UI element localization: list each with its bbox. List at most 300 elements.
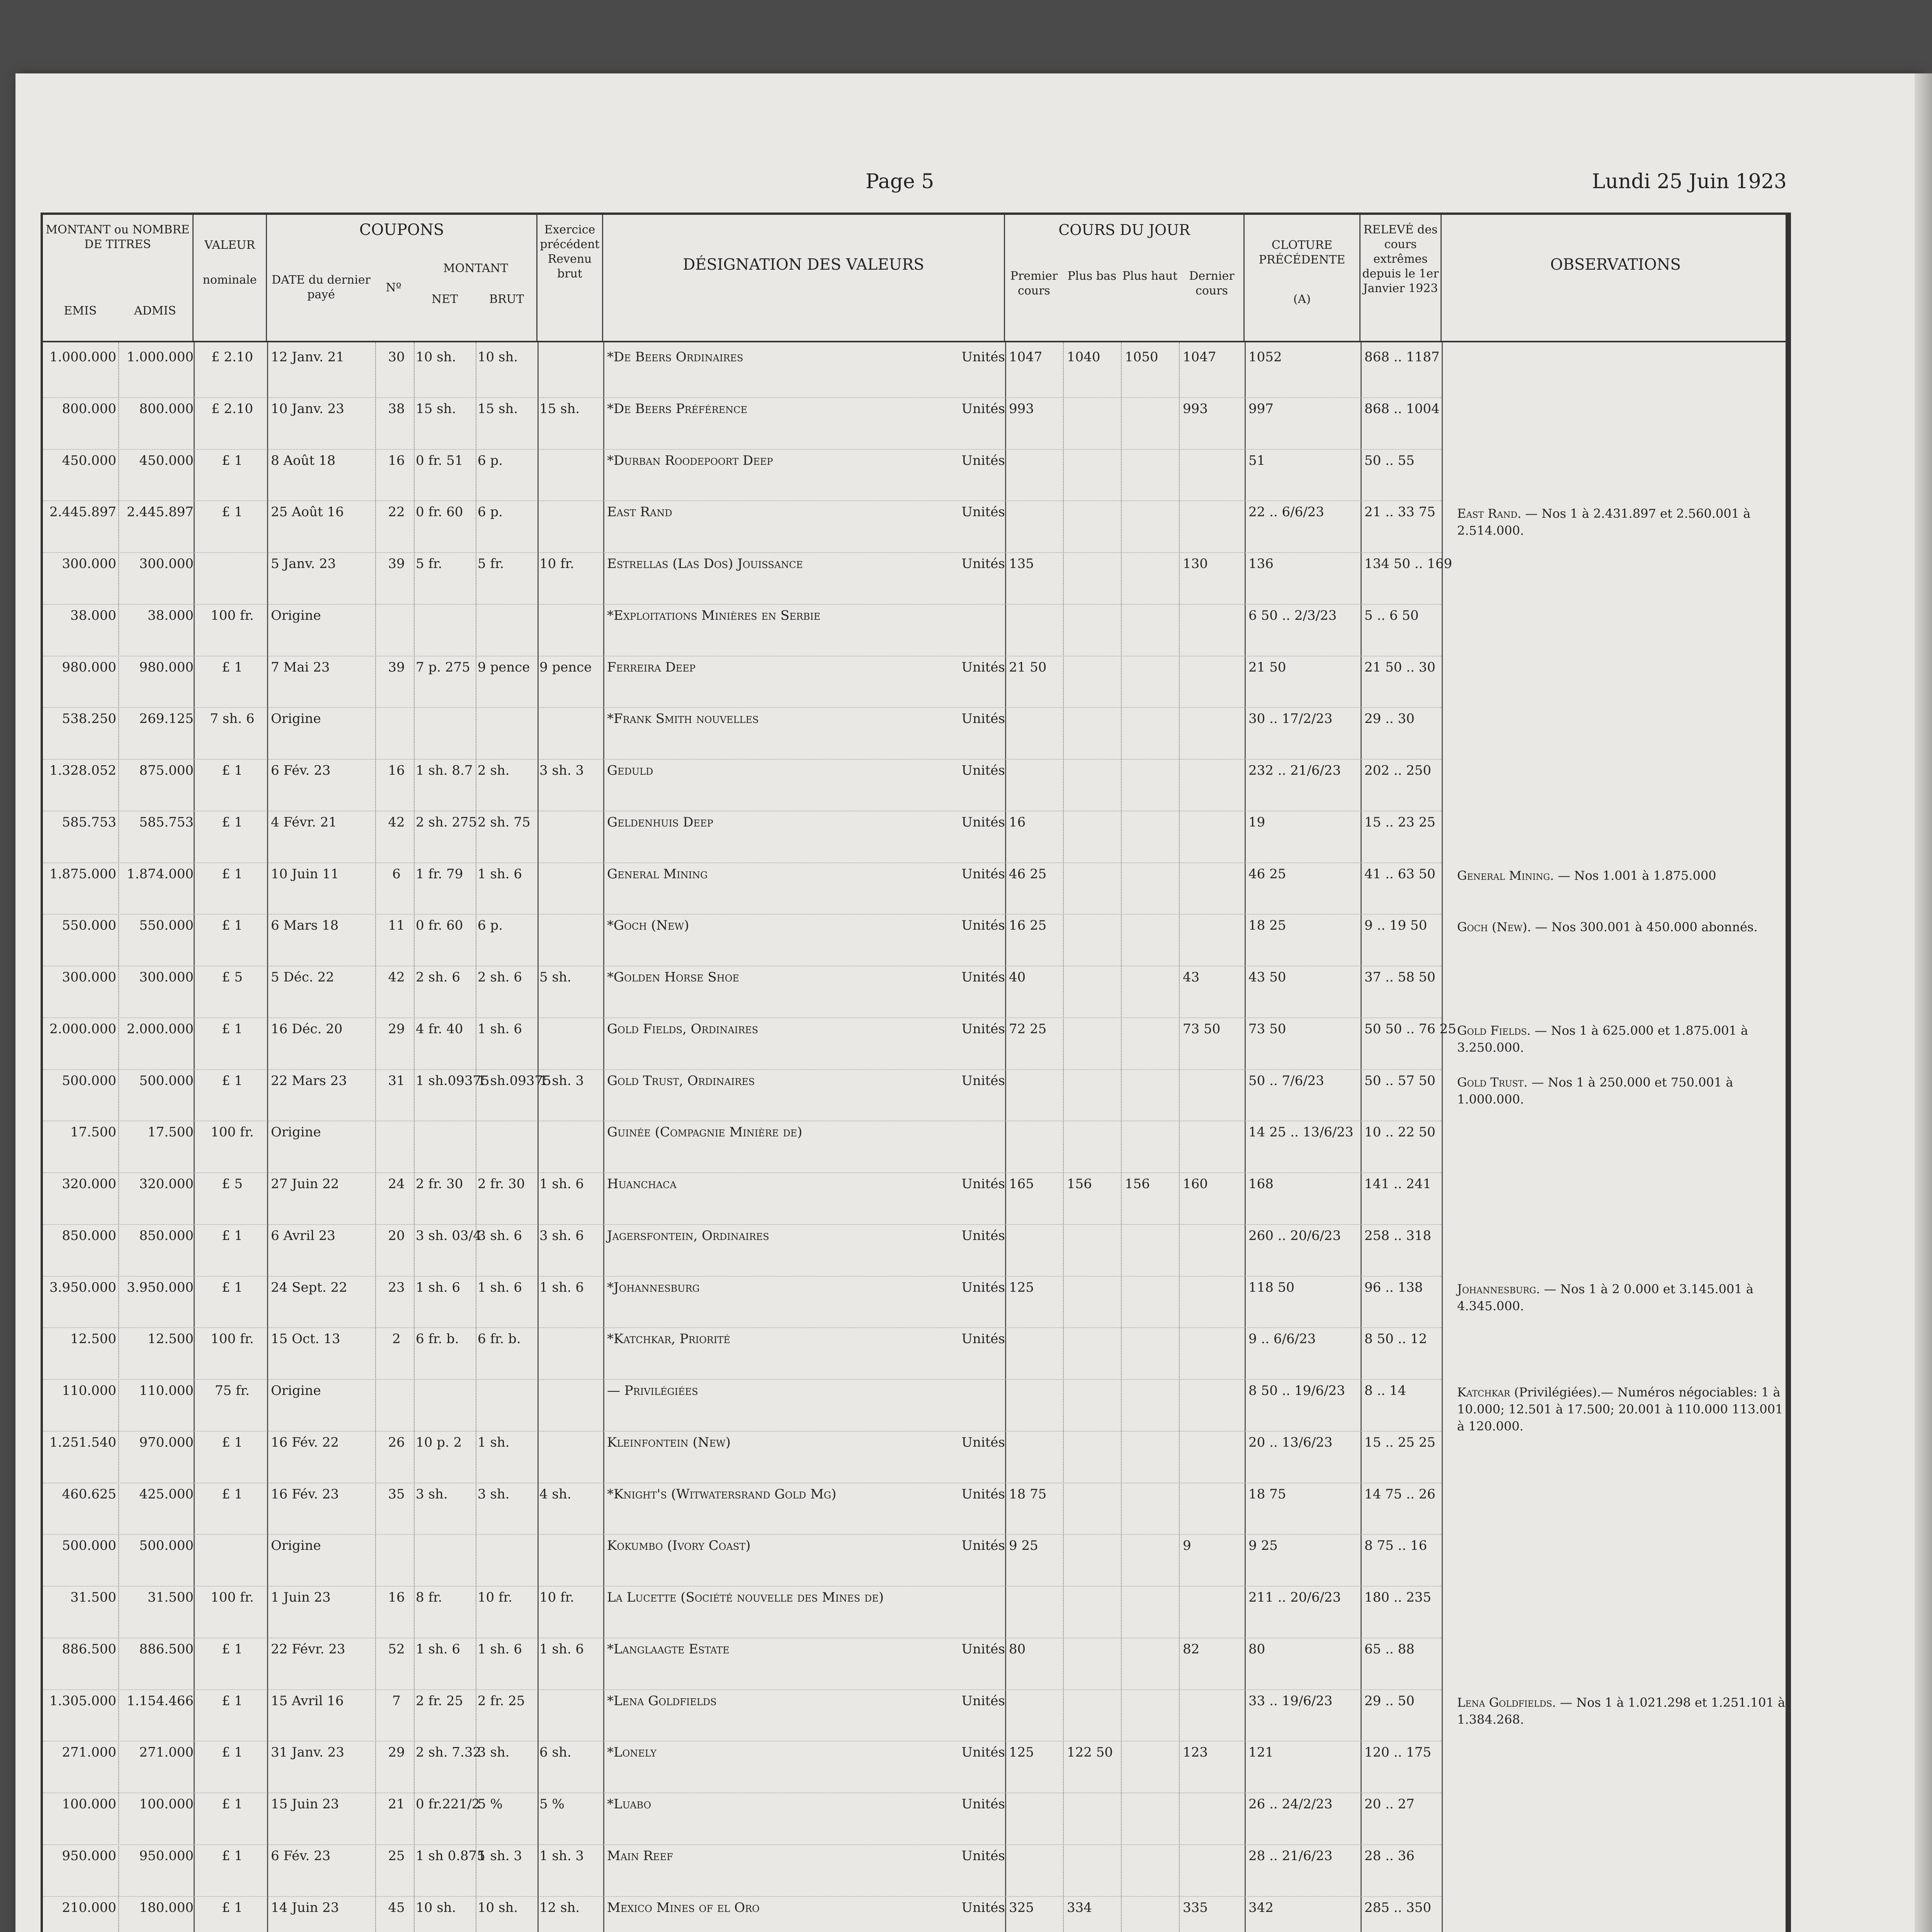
cell-clot: 22 .. 6/6/23 — [1248, 504, 1324, 520]
cell-p1: 1047 — [1009, 349, 1043, 365]
exercice-header — [537, 215, 603, 341]
cell-emis: 886.500 — [62, 1641, 116, 1657]
table-row — [43, 760, 1442, 811]
observation-name: Goch (New). — [1457, 920, 1535, 935]
cours-header — [1005, 215, 1245, 341]
cell-clot: 19 — [1248, 814, 1265, 830]
cell-net: 2 fr. 30 — [416, 1176, 463, 1192]
cell-brut: 5 % — [478, 1796, 503, 1812]
cell-brut: 1 sh. 6 — [478, 1021, 522, 1037]
cell-valeur: 100 fr. — [211, 1124, 254, 1140]
cell-rel: 285 .. 350 — [1364, 1900, 1432, 1915]
divider — [1442, 342, 1443, 1932]
cell-net: 1 sh. 6 — [416, 1279, 461, 1295]
cell-admis: 585.753 — [139, 814, 194, 830]
cell-admis: 550.000 — [139, 918, 194, 934]
cell-date: Origine — [271, 711, 321, 727]
cell-p4: 1047 — [1183, 349, 1216, 365]
cell-clot: 21 50 — [1248, 659, 1286, 675]
cell-desig: Jagersfontein, Ordinaires — [607, 1228, 769, 1243]
cell-desig: *Golden Horse Shoe — [607, 969, 739, 985]
cell-rel: 20 .. 27 — [1364, 1796, 1415, 1812]
cell-p4: 993 — [1183, 401, 1208, 417]
cell-date: 31 Janv. 23 — [271, 1745, 344, 1760]
cell-date: 16 Fév. 22 — [271, 1434, 339, 1450]
nominale-label: nominale — [202, 273, 257, 287]
cell-emis: 271.000 — [62, 1745, 116, 1760]
cell-valeur: £ 2.10 — [211, 349, 253, 365]
cell-emis: 1.251.540 — [49, 1434, 116, 1450]
coupons-header — [267, 215, 537, 341]
cell-valeur: £ 1 — [221, 1641, 243, 1657]
cell-clot: 14 25 .. 13/6/23 — [1248, 1124, 1354, 1140]
cell-date: 14 Juin 23 — [271, 1900, 339, 1915]
cell-date: 6 Avril 23 — [271, 1228, 335, 1243]
cell-exer: 6 sh. — [539, 1745, 571, 1760]
cell-emis: 1.328.052 — [49, 763, 116, 778]
cell-admis: 180.000 — [139, 1900, 194, 1915]
releve-label: RELEVÉ des cours extrêmes depuis le 1er Janvier 1923 — [1362, 223, 1439, 295]
cell-clot: 1052 — [1248, 349, 1282, 365]
cell-net: 8 fr. — [416, 1590, 442, 1605]
cell-date: 16 Fév. 23 — [271, 1486, 339, 1502]
observations-header — [1442, 215, 1789, 341]
cell-desig: Gold Fields, Ordinaires — [607, 1021, 759, 1037]
cell-clot: 80 — [1248, 1641, 1265, 1657]
cell-brut: 3 sh. — [478, 1745, 510, 1760]
cell-clot: 9 25 — [1248, 1538, 1278, 1554]
table-row — [43, 1432, 1442, 1483]
cell-desig: Gold Trust, Ordinaires — [607, 1073, 755, 1088]
cell-clot: 18 75 — [1248, 1486, 1286, 1502]
cell-desig: Huanchaca — [607, 1176, 677, 1192]
cell-rel: 5 .. 6 50 — [1364, 607, 1419, 623]
observation-note — [1457, 505, 1789, 539]
cell-no: 21 — [388, 1796, 405, 1812]
cell-admis: 110.000 — [139, 1383, 194, 1398]
cell-unit: Unités — [961, 763, 1005, 778]
table-row — [43, 1121, 1442, 1173]
observation-name: General Mining. — [1457, 868, 1558, 883]
cell-exer: 10 fr. — [539, 1590, 574, 1605]
cell-date: Origine — [271, 1383, 321, 1398]
table-row — [43, 450, 1442, 502]
cell-valeur: £ 2.10 — [211, 401, 253, 417]
table-row — [43, 1483, 1442, 1535]
cell-rel: 15 .. 25 25 — [1364, 1434, 1435, 1450]
cell-clot: 9 .. 6/6/23 — [1248, 1331, 1316, 1347]
observation-name: Gold Trust. — [1457, 1075, 1532, 1090]
cell-date: Origine — [271, 1124, 321, 1140]
cell-valeur: £ 1 — [221, 1848, 243, 1864]
cell-clot: 43 50 — [1248, 969, 1286, 985]
cell-unit: Unités — [961, 1693, 1005, 1709]
cell-p4: 43 — [1183, 969, 1200, 985]
cell-brut: 2 fr. 30 — [478, 1176, 525, 1192]
cell-brut: 6 p. — [478, 452, 503, 468]
valeur-label: VALEUR — [204, 238, 255, 252]
cell-emis: 800.000 — [62, 401, 116, 417]
cell-emis: 2.000.000 — [49, 1021, 116, 1037]
cell-rel: 8 50 .. 12 — [1364, 1331, 1427, 1347]
cell-unit: Unités — [961, 1228, 1005, 1243]
cell-unit: Unités — [961, 969, 1005, 985]
cell-p3: 156 — [1125, 1176, 1150, 1192]
cloture-label: CLOTURE PRÉCÉDENTE — [1259, 238, 1345, 267]
cell-brut: 1 sh. 6 — [478, 1279, 522, 1295]
observation-note — [1457, 1022, 1789, 1056]
cell-desig: General Mining — [607, 866, 708, 882]
cell-p4: 73 50 — [1183, 1021, 1221, 1037]
cell-rel: 29 .. 50 — [1364, 1693, 1415, 1709]
cell-rel: 28 .. 36 — [1364, 1848, 1415, 1864]
cell-unit: Unités — [961, 452, 1005, 468]
cell-emis: 538.250 — [62, 711, 116, 727]
cell-unit: Unités — [961, 1279, 1005, 1295]
table-row — [43, 1070, 1442, 1122]
cell-exer: 10 fr. — [539, 556, 574, 571]
cell-desig: *Langlaagte Estate — [607, 1641, 730, 1657]
cell-desig: Ferreira Deep — [607, 659, 696, 675]
observation-text: — Nos 1 à 2 0.000 et 3.145.001 à 4.345.000. — [1457, 1281, 1753, 1313]
cell-clot: 8 50 .. 19/6/23 — [1248, 1383, 1345, 1398]
cell-desig: *De Beers Ordinaires — [607, 349, 743, 365]
cell-unit: Unités — [961, 814, 1005, 830]
observation-text: — Nos 1 à 2.431.897 et 2.560.001 à 2.514.000. — [1457, 506, 1751, 538]
cell-admis: 950.000 — [139, 1848, 194, 1864]
cell-emis: 1.875.000 — [49, 866, 116, 882]
cell-valeur: £ 1 — [221, 866, 243, 882]
cell-admis: 1.154.466 — [126, 1693, 194, 1709]
brut-label: BRUT — [489, 293, 524, 306]
cell-admis: 1.874.000 — [126, 866, 194, 882]
cell-emis: 2.445.897 — [49, 504, 116, 520]
cell-rel: 50 50 .. 76 25 — [1364, 1021, 1456, 1037]
table-row — [43, 1690, 1442, 1742]
cell-unit: Unités — [961, 1796, 1005, 1812]
cell-clot: 342 — [1248, 1900, 1274, 1915]
cell-brut: 2 sh. 75 — [478, 814, 531, 830]
cell-valeur: £ 1 — [221, 1486, 243, 1502]
cell-rel: 868 .. 1004 — [1364, 401, 1440, 417]
cell-no: 22 — [388, 504, 405, 520]
page-date: Lundi 25 Juin 1923 — [1592, 170, 1787, 193]
cell-p4: 335 — [1183, 1900, 1208, 1915]
cell-exer: 4 sh. — [539, 1486, 571, 1502]
cell-valeur: £ 1 — [221, 1900, 243, 1915]
cell-valeur: 7 sh. 6 — [210, 711, 255, 727]
cell-emis: 585.753 — [62, 814, 116, 830]
cell-unit: Unités — [961, 1848, 1005, 1864]
observation-note — [1457, 1384, 1789, 1435]
cell-exer: 3 sh. 6 — [539, 1228, 584, 1243]
cell-desig: *De Beers Préférence — [607, 401, 748, 417]
cell-admis: 320.000 — [139, 1176, 194, 1192]
cell-rel: 14 75 .. 26 — [1364, 1486, 1435, 1502]
cell-admis: 1.000.000 — [126, 349, 194, 365]
cell-clot: 136 — [1248, 556, 1274, 571]
cell-date: 10 Juin 11 — [271, 866, 339, 882]
cell-admis: 2.445.897 — [126, 504, 194, 520]
page-edge — [1915, 73, 1932, 1932]
cell-rel: 141 .. 241 — [1364, 1176, 1432, 1192]
cell-emis: 38.000 — [70, 607, 116, 623]
cell-no: 16 — [388, 763, 405, 778]
cell-valeur: £ 5 — [221, 969, 243, 985]
cell-valeur: £ 1 — [221, 659, 243, 675]
cell-date: Origine — [271, 1538, 321, 1554]
cell-valeur: 100 fr. — [211, 607, 254, 623]
cell-exer: 9 pence — [539, 659, 592, 675]
observation-text: — Nos 1 à 625.000 et 1.875.001 à 3.250.000. — [1457, 1023, 1748, 1055]
cell-date: 8 Août 18 — [271, 452, 336, 468]
cell-emis: 31.500 — [70, 1590, 116, 1605]
cell-valeur: £ 1 — [221, 1796, 243, 1812]
cell-admis: 450.000 — [139, 452, 194, 468]
cell-unit: Unités — [961, 556, 1005, 571]
cell-p1: 125 — [1009, 1745, 1034, 1760]
cell-date: 5 Janv. 23 — [271, 556, 336, 571]
cell-valeur: £ 5 — [221, 1176, 243, 1192]
cell-desig: *Exploitations Minières en Serbie — [607, 607, 821, 623]
cell-no: 20 — [388, 1228, 405, 1243]
cell-brut: 3 sh. — [478, 1486, 510, 1502]
cell-unit: Unités — [961, 349, 1005, 365]
cell-rel: 868 .. 1187 — [1364, 349, 1440, 365]
cell-emis: 300.000 — [62, 969, 116, 985]
cell-rel: 15 .. 23 25 — [1364, 814, 1435, 830]
cell-unit: Unités — [961, 1745, 1005, 1760]
cell-clot: 260 .. 20/6/23 — [1248, 1228, 1341, 1243]
cell-valeur: £ 1 — [221, 504, 243, 520]
cell-p1: 16 25 — [1009, 918, 1047, 934]
designation-label: DÉSIGNATION DES VALEURS — [683, 256, 924, 274]
cell-rel: 50 .. 55 — [1364, 452, 1415, 468]
cell-desig: *Katchkar, Priorité — [607, 1331, 730, 1347]
cell-clot: 30 .. 17/2/23 — [1248, 711, 1333, 727]
cell-clot: 121 — [1248, 1745, 1274, 1760]
cell-clot: 168 — [1248, 1176, 1274, 1192]
cell-no: 39 — [388, 659, 405, 675]
cell-brut: 1 sh. — [478, 1434, 510, 1450]
cell-clot: 26 .. 24/2/23 — [1248, 1796, 1333, 1812]
cell-unit: Unités — [961, 1641, 1005, 1657]
cell-date: 16 Déc. 20 — [271, 1021, 343, 1037]
table-row — [43, 605, 1442, 656]
cell-clot: 50 .. 7/6/23 — [1248, 1073, 1324, 1088]
cell-emis: 300.000 — [62, 556, 116, 571]
cell-no: 39 — [388, 556, 405, 571]
admis-label: ADMIS — [134, 304, 176, 318]
cell-no: 23 — [388, 1279, 405, 1295]
coupons-label: COUPONS — [359, 221, 444, 239]
cell-unit: Unités — [961, 401, 1005, 417]
cell-rel: 21 50 .. 30 — [1364, 659, 1435, 675]
observation-note — [1457, 867, 1789, 884]
cell-brut: 15 sh. — [478, 401, 518, 417]
cell-rel: 258 .. 318 — [1364, 1228, 1432, 1243]
cell-rel: 41 .. 63 50 — [1364, 866, 1435, 882]
cell-exer: 1 sh. 6 — [539, 1279, 584, 1295]
cell-net: 7 p. 275 — [416, 659, 470, 675]
cell-desig: Estrellas (Las Dos) Jouissance — [607, 556, 803, 571]
cell-admis: 100.000 — [139, 1796, 194, 1812]
cell-p3: 1050 — [1125, 349, 1158, 365]
cell-valeur: £ 1 — [221, 1434, 243, 1450]
cell-exer: 3 sh. 3 — [539, 763, 584, 778]
cell-desig: *Knight's (Witwatersrand Gold Mg) — [607, 1486, 837, 1502]
cell-desig: *Durban Roodepoort Deep — [607, 452, 773, 468]
cell-exer: 1 sh. 3 — [539, 1848, 584, 1864]
cell-clot: 33 .. 19/6/23 — [1248, 1693, 1333, 1709]
cell-desig: Geduld — [607, 763, 653, 778]
cell-net: 3 sh. — [416, 1486, 448, 1502]
cell-date: 27 Juin 22 — [271, 1176, 339, 1192]
cell-net: 4 fr. 40 — [416, 1021, 463, 1037]
cell-brut: 2 sh. 6 — [478, 969, 522, 985]
cell-emis: 850.000 — [62, 1228, 116, 1243]
observation-note — [1457, 1074, 1789, 1108]
montant-label: MONTANT ou NOMBRE DE TITRES — [46, 223, 190, 251]
cell-no: 7 — [392, 1693, 401, 1709]
table-row — [43, 1225, 1442, 1277]
cell-p1: 72 25 — [1009, 1021, 1047, 1037]
cell-net: 2 fr. 25 — [416, 1693, 463, 1709]
cell-no: 42 — [388, 814, 405, 830]
table-header — [43, 215, 1786, 342]
cell-unit: Unités — [961, 1434, 1005, 1450]
observation-text: — Nos 300.001 à 450.000 abonnés. — [1535, 920, 1758, 935]
cell-emis: 100.000 — [62, 1796, 116, 1812]
table-row — [43, 1173, 1442, 1225]
cell-admis: 12.500 — [148, 1331, 194, 1347]
cell-admis: 17.500 — [148, 1124, 194, 1140]
cell-admis: 269.125 — [139, 711, 194, 727]
cell-date: 15 Juin 23 — [271, 1796, 339, 1812]
cell-net: 1 sh 0.875 — [416, 1848, 485, 1864]
cell-date: 6 Fév. 23 — [271, 763, 331, 778]
table-row — [43, 1380, 1442, 1432]
cell-desig: East Rand — [607, 504, 672, 520]
page-number: Page 5 — [866, 170, 934, 193]
dernier-label: Dernier cours — [1189, 269, 1235, 298]
cell-emis: 12.500 — [70, 1331, 116, 1347]
cell-unit: Unités — [961, 659, 1005, 675]
cell-emis: 110.000 — [62, 1383, 116, 1398]
cell-net: 6 fr. b. — [416, 1331, 459, 1347]
montant-header — [43, 215, 194, 341]
cell-date: 25 Août 16 — [271, 504, 344, 520]
cell-clot: 997 — [1248, 401, 1274, 417]
cell-p2: 156 — [1067, 1176, 1092, 1192]
cell-no: 16 — [388, 452, 405, 468]
cell-date: 7 Mai 23 — [271, 659, 330, 675]
cell-net: 2 sh. 275 — [416, 814, 477, 830]
observation-text: (Privilégiées).— Numéros négociables: 1 à 10.000; 12.501 à 17.500; 20.001 à 110.000 113.001 à 120.000. — [1457, 1385, 1783, 1434]
cell-valeur: 75 fr. — [215, 1383, 250, 1398]
cell-admis: 300.000 — [139, 969, 194, 985]
table-row — [43, 1793, 1442, 1845]
cell-net: 1 sh. 6 — [416, 1641, 461, 1657]
observation-text: — Nos 1 à 250.000 et 750.001 à 1.000.000. — [1457, 1075, 1733, 1107]
table-row — [43, 1587, 1442, 1638]
cell-admis: 425.000 — [139, 1486, 194, 1502]
cell-brut: 10 fr. — [478, 1590, 512, 1605]
cell-net: 10 p. 2 — [416, 1434, 462, 1450]
cell-unit: Unités — [961, 1486, 1005, 1502]
cell-unit: Unités — [961, 1021, 1005, 1037]
cell-valeur: £ 1 — [221, 452, 243, 468]
cell-net: 0 fr. 51 — [416, 452, 463, 468]
cell-rel: 21 .. 33 75 — [1364, 504, 1435, 520]
cell-rel: 120 .. 175 — [1364, 1745, 1432, 1760]
cell-date: 6 Fév. 23 — [271, 1848, 331, 1864]
table-row — [43, 863, 1442, 915]
cell-admis: 271.000 — [139, 1745, 194, 1760]
cell-rel: 37 .. 58 50 — [1364, 969, 1435, 985]
cell-net: 10 sh. — [416, 1900, 456, 1915]
table-row — [43, 811, 1442, 863]
cell-rel: 65 .. 88 — [1364, 1641, 1415, 1657]
cell-no: 26 — [388, 1434, 405, 1450]
cell-net: 0 fr. 60 — [416, 504, 463, 520]
cell-net: 15 sh. — [416, 401, 456, 417]
cell-unit: Unités — [961, 1073, 1005, 1088]
cell-p4: 82 — [1183, 1641, 1200, 1657]
cell-unit: Unités — [961, 1176, 1005, 1192]
cell-no: 38 — [388, 401, 405, 417]
observation-text: — Nos 1 à 1.021.298 et 1.251.101 à 1.384.268. — [1457, 1695, 1786, 1727]
table-row — [43, 656, 1442, 708]
table-row — [43, 915, 1442, 966]
cell-unit: Unités — [961, 918, 1005, 934]
observation-name: Gold Fields. — [1457, 1023, 1535, 1038]
cell-emis: 450.000 — [62, 452, 116, 468]
cell-brut: 1 sh. 6 — [478, 866, 522, 882]
cell-desig: La Lucette (Société nouvelle des Mines de) — [607, 1590, 884, 1605]
table-row — [43, 398, 1442, 450]
cell-admis: 970.000 — [139, 1434, 194, 1450]
cell-date: 24 Sept. 22 — [271, 1279, 347, 1295]
cell-unit: Unités — [961, 711, 1005, 727]
cell-clot: 18 25 — [1248, 918, 1286, 934]
cell-clot: 46 25 — [1248, 866, 1286, 882]
cell-exer: 1 sh. 3 — [539, 1073, 584, 1088]
cell-date: 4 Févr. 21 — [271, 814, 337, 830]
table-row — [43, 1897, 1442, 1932]
cell-valeur: £ 1 — [221, 1228, 243, 1243]
cell-rel: 29 .. 30 — [1364, 711, 1415, 727]
cell-rel: 96 .. 138 — [1364, 1279, 1423, 1295]
cell-brut: 10 sh. — [478, 349, 518, 365]
cell-valeur: £ 1 — [221, 814, 243, 830]
cell-no: 31 — [388, 1073, 405, 1088]
cell-unit: Unités — [961, 1900, 1005, 1915]
cell-rel: 9 .. 19 50 — [1364, 918, 1427, 934]
cell-p1: 80 — [1009, 1641, 1026, 1657]
cell-net: 2 sh. 6 — [416, 969, 461, 985]
cell-clot: 51 — [1248, 452, 1265, 468]
table-row — [43, 553, 1452, 605]
cell-date: 5 Déc. 22 — [271, 969, 334, 985]
cell-clot: 211 .. 20/6/23 — [1248, 1590, 1341, 1605]
cell-p1: 40 — [1009, 969, 1026, 985]
cell-p2: 1040 — [1067, 349, 1100, 365]
cours-du-jour-label: COURS DU JOUR — [1058, 221, 1190, 238]
observation-note — [1457, 1281, 1789, 1315]
cell-rel: 50 .. 57 50 — [1364, 1073, 1435, 1088]
cell-emis: 550.000 — [62, 918, 116, 934]
